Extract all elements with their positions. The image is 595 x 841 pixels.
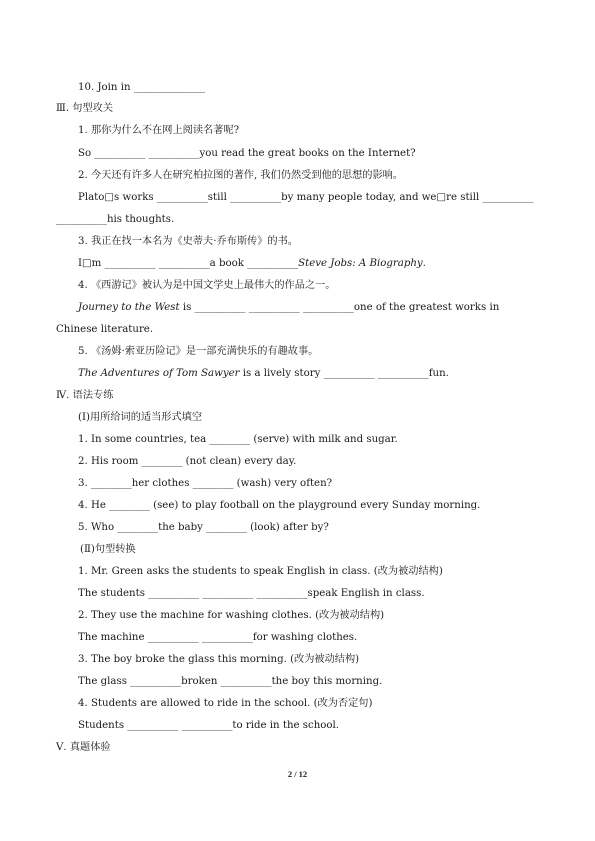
s3-answer-1: So __________ __________you read the great books on the Internet? [78, 148, 416, 159]
s4-part-2-heading: (Ⅱ)句型转换 [80, 544, 136, 555]
s3-question-1: 1. 那你为什么不在网上阅读名著呢? [78, 125, 240, 136]
s4-part-2-answer-4: Students __________ __________to ride in the school. [78, 720, 340, 731]
s3-answer-4-line-1 [78, 302, 499, 314]
s4-part-2-answer-2: The machine __________ __________for washing clothes. [78, 632, 358, 643]
section-3-heading: Ⅲ. 句型攻关 [56, 103, 114, 114]
s3-answer-3-text: I□m __________ __________a book __________ [78, 258, 299, 269]
s4-part-2-answer-3: The glass __________broken __________the boy this morning. [78, 676, 383, 687]
book-title-tom-sawyer: The Adventures of Tom Sawyer [78, 368, 240, 379]
s3-question-4: 4. 《西游记》被认为是中国文学史上最伟大的作品之一。 [78, 280, 336, 291]
s4-part-1-question-2: 2. His room ________ (not clean) every day. [78, 456, 297, 467]
s3-answer-5 [78, 368, 449, 380]
s3-answer-3-end: . [422, 258, 426, 269]
s4-part-1-question-1: 1. In some countries, tea ________ (serve) with milk and sugar. [78, 434, 398, 445]
s3-question-2: 2. 今天还有许多人在研究柏拉图的著作, 我们仍然受到他的思想的影响。 [78, 170, 404, 181]
s4-part-1-question-5: 5. Who ________the baby ________ (look) after by? [78, 522, 329, 533]
s4-part-2-answer-1: The students __________ __________ __________speak English in class. [78, 588, 425, 599]
s3-answer-3 [78, 258, 426, 270]
page-number: 2 / 12 [287, 769, 308, 779]
s4-part-2-question-4: 4. Students are allowed to ride in the school. (改为否定句) [78, 698, 373, 709]
book-title-journey-west: Journey to the West [78, 302, 180, 313]
s3-answer-5-text: is a lively story __________ __________fun. [239, 368, 449, 379]
s4-part-2-question-3: 3. The boy broke the glass this morning. (改为被动结构) [78, 654, 360, 665]
s4-part-1-question-3: 3. ________her clothes ________ (wash) very often? [78, 478, 333, 489]
vocab-item-10: 10. Join in ______________ [78, 82, 206, 93]
section-4-heading: Ⅳ. 语法专练 [56, 390, 114, 401]
s3-question-3: 3. 我正在找一本名为《史蒂夫·乔布斯传》的书。 [78, 236, 298, 247]
s3-question-5: 5. 《汤姆·索亚历险记》是一部充满快乐的有趣故事。 [78, 346, 319, 357]
s3-answer-2-line-1: Plato□s works __________still __________by many people today, and we□re still __________ [78, 192, 534, 203]
s4-part-1-heading: (Ⅰ)用所给词的适当形式填空 [78, 412, 203, 423]
s4-part-2-question-2: 2. They use the machine for washing clothes. (改为被动结构) [78, 610, 385, 621]
s4-part-1-question-4: 4. He ________ (see) to play football on the playground every Sunday morning. [78, 500, 481, 511]
book-title-steve-jobs: Steve Jobs: A Biography [298, 258, 423, 269]
s4-part-2-question-1: 1. Mr. Green asks the students to speak English in class. (改为被动结构) [78, 566, 443, 577]
s3-answer-2-line-2: __________his thoughts. [56, 214, 175, 225]
s3-answer-4-text: is __________ __________ __________one of the greatest works in [179, 302, 500, 313]
section-5-heading: Ⅴ. 真题体验 [56, 742, 111, 753]
s3-answer-4-line-2: Chinese literature. [56, 324, 154, 335]
